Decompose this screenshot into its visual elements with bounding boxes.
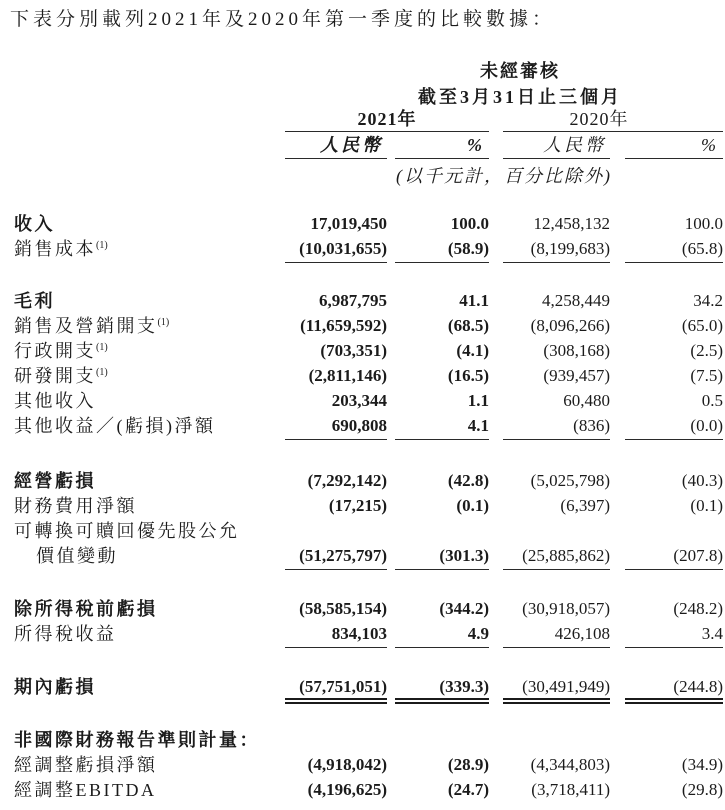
- table-row-preferred-shares-line1: [0, 520, 725, 545]
- table-row-administrative: [0, 340, 725, 365]
- cell-2021-rmb: [285, 520, 387, 545]
- period-header: 截至3月31日止三個月: [418, 87, 622, 107]
- cell-2021-pct: [395, 520, 489, 545]
- table-row-non-ifrs-section-header: [0, 729, 725, 754]
- table-row-cost-of-sales: [0, 238, 725, 263]
- table-row-net-finance-costs: [0, 495, 725, 520]
- cell-2020-pct: (207.8): [625, 545, 723, 570]
- cell-2021-rmb: 690,808: [285, 415, 387, 440]
- cell-2020-rmb: (6,397): [560, 496, 610, 515]
- cell-2021-rmb: (703,351): [320, 341, 387, 360]
- row-label: 經調整虧損淨額: [14, 755, 158, 775]
- table-row-income-tax-credit: [0, 623, 725, 648]
- row-label: 經調整EBITDA: [14, 780, 157, 800]
- cell-2020-pct: (0.1): [690, 496, 723, 515]
- cell-2020-pct: (65.0): [681, 316, 723, 335]
- cell-2021-pct: (42.8): [447, 471, 489, 490]
- cell-2021-rmb: 203,344: [331, 391, 387, 410]
- cell-2020-rmb: (939,457): [543, 366, 610, 385]
- cell-2020-pct: 100.0: [684, 214, 723, 233]
- cell-2021-pct: (24.7): [447, 780, 489, 799]
- table-header-years-row: [0, 110, 725, 132]
- cell-2020-pct: (40.3): [681, 471, 723, 490]
- cell-2020-rmb: (4,344,803): [530, 755, 610, 774]
- cell-2021-pct: (68.5): [447, 316, 489, 335]
- cell-2020-pct: 0.5: [701, 391, 723, 410]
- cell-2020-rmb: 60,480: [563, 391, 610, 410]
- table-row-adjusted-ebitda: [0, 779, 725, 804]
- footnote-ref: (1): [157, 317, 170, 328]
- cell-2021-rmb: (11,659,592): [300, 316, 387, 335]
- table-header-units-row: [0, 136, 725, 159]
- cell-2020-pct: (2.5): [690, 341, 723, 360]
- cell-2020-rmb: (3,718,411): [531, 780, 610, 799]
- cell-2021-pct: (301.3): [395, 545, 489, 570]
- cell-2021-pct: 4.1: [395, 415, 489, 440]
- cell-2021-rmb: 834,103: [285, 623, 387, 648]
- cell-2020-pct: [625, 729, 723, 754]
- footnote-ref: (1): [96, 240, 108, 251]
- row-label: 收入: [14, 214, 55, 234]
- cell-2020-pct: (7.5): [690, 366, 723, 385]
- cell-2020-rmb: [503, 729, 610, 754]
- table-row-gross-profit: [0, 290, 725, 315]
- cell-2021-rmb: (58,585,154): [299, 599, 387, 618]
- cell-2021-pct: (339.3): [395, 676, 489, 704]
- year-2020-header: 2020年: [503, 110, 723, 132]
- row-label: 其他收入: [14, 391, 96, 411]
- cell-2021-pct: 100.0: [450, 214, 489, 233]
- cell-2020-rmb: (25,885,862): [503, 545, 610, 570]
- table-row-selling-marketing: [0, 315, 725, 340]
- cell-2020-rmb: (30,491,949): [503, 676, 610, 704]
- cell-2021-pct: 4.9: [395, 623, 489, 648]
- row-label: 財務費用淨額: [14, 496, 137, 516]
- cell-2020-rmb: 426,108: [503, 623, 610, 648]
- table-row-preferred-shares-line2: [0, 545, 725, 570]
- cell-2020-pct: (65.8): [625, 238, 723, 263]
- rmb-2020-column-header: 人民幣: [503, 136, 610, 159]
- table-row-loss-before-tax: [0, 598, 725, 623]
- cell-2021-rmb: (51,275,797): [285, 545, 387, 570]
- cell-2020-rmb: 4,258,449: [542, 291, 610, 310]
- cell-2021-rmb: (7,292,142): [307, 471, 387, 490]
- row-label: 價值變動: [36, 546, 118, 566]
- cell-2021-rmb: (2,811,146): [308, 366, 387, 385]
- cell-2021-pct: (4.1): [456, 341, 489, 360]
- cell-2020-pct: (34.9): [681, 755, 723, 774]
- unaudited-header: 未經審核: [480, 61, 560, 81]
- row-label: 除所得稅前虧損: [14, 599, 158, 619]
- table-row-loss-for-period: [0, 676, 725, 701]
- row-label: 其他收益／(虧損)淨額: [14, 416, 216, 436]
- percent-2021-column-header: %: [395, 136, 489, 159]
- row-label: 經營虧損: [14, 471, 96, 491]
- table-row-other-income: [0, 390, 725, 415]
- table-row-rnd: [0, 365, 725, 390]
- cell-2020-pct: (244.8): [625, 676, 723, 704]
- cell-2021-pct: [395, 729, 489, 754]
- table-row-revenue: [0, 213, 725, 238]
- cell-2021-rmb: (10,031,655): [285, 238, 387, 263]
- row-label: 毛利: [14, 291, 55, 311]
- table-row-operating-loss: [0, 470, 725, 495]
- cell-2021-pct: (58.9): [395, 238, 489, 263]
- row-label: 研發開支$^{(1)}$: [14, 366, 108, 386]
- rmb-2021-column-header: 人民幣: [285, 136, 387, 159]
- footnote-ref: (1): [96, 342, 108, 353]
- row-label: 銷售成本$^{(1)}$: [14, 239, 108, 259]
- units-note: (以千元計，百分比除外): [396, 166, 612, 186]
- table-header-note-row: [0, 164, 725, 190]
- cell-2021-rmb: 17,019,450: [310, 214, 387, 233]
- cell-2021-pct: (0.1): [456, 496, 489, 515]
- cell-2020-pct: [625, 520, 723, 545]
- cell-2021-pct: (344.2): [439, 599, 489, 618]
- cell-2021-rmb: (17,215): [328, 496, 387, 515]
- row-label: 期內虧損: [14, 677, 96, 697]
- row-label: 所得稅收益: [14, 624, 117, 644]
- row-label: 行政開支$^{(1)}$: [14, 341, 108, 361]
- cell-2021-pct: 41.1: [459, 291, 489, 310]
- cell-2021-pct: 1.1: [467, 391, 489, 410]
- cell-2021-rmb: (4,196,625): [307, 780, 387, 799]
- cell-2020-rmb: (8,096,266): [530, 316, 610, 335]
- cell-2021-rmb: (4,918,042): [307, 755, 387, 774]
- cell-2020-rmb: (8,199,683): [503, 238, 610, 263]
- cell-2020-pct: 34.2: [693, 291, 723, 310]
- year-2021-header: 2021年: [285, 110, 489, 132]
- intro-text: 下表分別載列2021年及2020年第一季度的比較數據：: [10, 9, 556, 30]
- table-row-other-gains-losses: [0, 415, 725, 440]
- cell-2020-pct: (29.8): [681, 780, 723, 799]
- cell-2021-rmb: 6,987,795: [319, 291, 387, 310]
- row-label: 銷售及營銷開支$^{(1)}$: [14, 316, 170, 336]
- cell-2020-rmb: (308,168): [543, 341, 610, 360]
- cell-2020-pct: 3.4: [625, 623, 723, 648]
- table-row-adjusted-net-loss: [0, 754, 725, 779]
- cell-2021-rmb: [285, 729, 387, 754]
- footnote-ref: (1): [96, 367, 108, 378]
- cell-2021-pct: (16.5): [447, 366, 489, 385]
- percent-2020-column-header: %: [625, 136, 723, 159]
- table-header-period-row: [0, 84, 725, 110]
- cell-2020-pct: (248.2): [673, 599, 723, 618]
- cell-2020-rmb: (5,025,798): [530, 471, 610, 490]
- cell-2020-rmb: [503, 520, 610, 545]
- cell-2021-rmb: (57,751,051): [285, 676, 387, 704]
- row-label: 非國際財務報告準則計量：: [14, 730, 260, 750]
- table-header-unaudited-row: [0, 58, 725, 84]
- cell-2020-pct: (0.0): [625, 415, 723, 440]
- cell-2021-pct: (28.9): [447, 755, 489, 774]
- cell-2020-rmb: (836): [503, 415, 610, 440]
- cell-2020-rmb: (30,918,057): [522, 599, 610, 618]
- cell-2020-rmb: 12,458,132: [533, 214, 610, 233]
- row-label: 可轉換可贖回優先股公允: [14, 521, 240, 541]
